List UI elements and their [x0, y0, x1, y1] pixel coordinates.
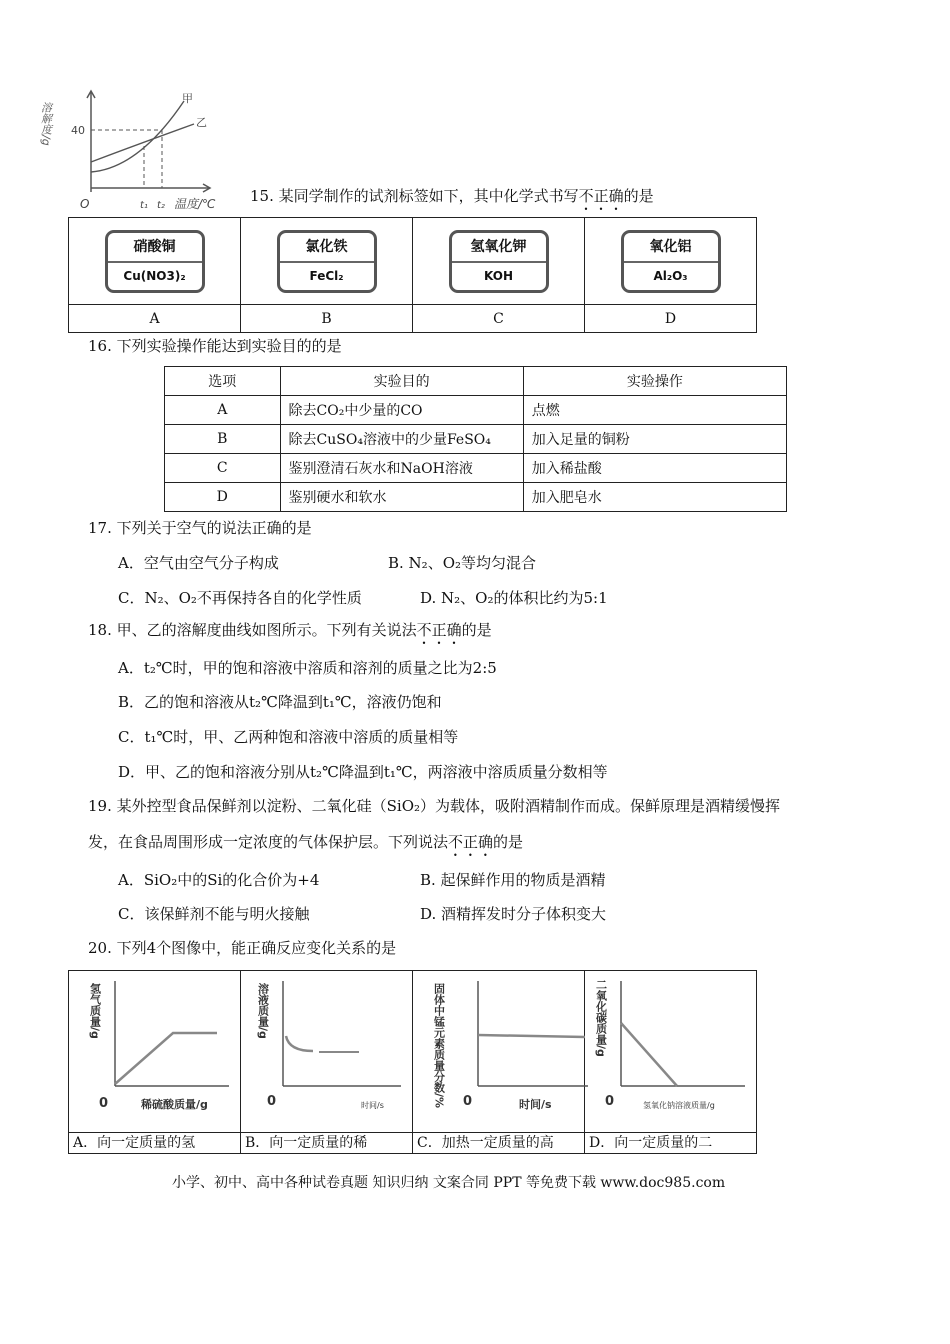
question-19: 19. 某外控型食品保鲜剂以淀粉、二氧化硅（SiO₂）为载体，吸附酒精制作而成。保鲜原理是酒精缓慢挥 [88, 797, 781, 815]
label-cell-c [413, 218, 585, 305]
graph-b-ylabel: 溶液质量/g [256, 983, 270, 1039]
table-cell: 加入足量的铜粉 [523, 425, 786, 454]
graph-d-origin: 0 [605, 1094, 615, 1109]
curve-jia [91, 101, 184, 172]
table-cell: 鉴别硬水和软水 [280, 483, 523, 512]
graph-tick-t1: t₁ [140, 200, 148, 211]
table-cell: D [165, 483, 281, 512]
graph-a-origin: 0 [99, 1096, 109, 1111]
option-letter-b: B [241, 305, 413, 333]
q17-option-b: B. N₂、O₂等均匀混合 [388, 554, 537, 572]
question-20: 20. 下列4个图像中，能正确反应变化关系的是 [88, 939, 397, 957]
q15-emphasis: 不正确 [578, 187, 624, 205]
reagent-formula: FeCl₂ [309, 268, 344, 283]
graph-b-caption: B．向一定质量的稀 [241, 1133, 413, 1154]
graph-d-line [621, 1023, 677, 1086]
table-cell: B [165, 425, 281, 454]
table-cell: 鉴别澄清石灰水和NaOH溶液 [280, 454, 523, 483]
q15-text-after: 的是 [623, 187, 654, 205]
graph-d [585, 971, 749, 1128]
q15-text-before: 某同学制作的试剂标签如下，其中化学式书写 [278, 187, 579, 205]
graph-c-ylabel: 固体中锰元素质量分数/% [432, 983, 446, 1109]
graph-x-axis [91, 184, 210, 192]
table-cell: 除去CuSO₄溶液中的少量FeSO₄ [280, 425, 523, 454]
graph-y-label: 溶解度/g [39, 102, 53, 146]
graph-d-xlabel: 氢氧化钠溶液质量/g [643, 1101, 715, 1110]
table-cell: C [165, 454, 281, 483]
reagent-name: 氧化铝 [624, 233, 718, 263]
curve-jia-label: 甲 [182, 92, 193, 105]
graph-a-cell [69, 971, 241, 1133]
graph-d-caption: D．向一定质量的二 [585, 1133, 757, 1154]
graph-y-tick: 40 [71, 124, 85, 137]
solubility-graph [39, 88, 244, 213]
q18-option-c: C．t₁℃时，甲、乙两种饱和溶液中溶质的质量相等 [118, 728, 459, 746]
q18-emphasis: 不正确 [416, 621, 462, 639]
q18-option-b: B．乙的饱和溶液从t₂℃降温到t₁℃，溶液仍饱和 [118, 693, 442, 711]
table-cell: 加入肥皂水 [523, 483, 786, 512]
label-cell-a [69, 218, 241, 305]
graph-x-label: 温度/℃ [174, 197, 216, 211]
graph-tick-t2: t₂ [157, 200, 165, 211]
q15-number: 15. [250, 187, 274, 205]
reagent-label-d [621, 230, 721, 293]
graph-b-curve [286, 1036, 313, 1051]
reagent-label-b [277, 230, 377, 293]
question-16: 16. 下列实验操作能达到实验目的的是 [88, 337, 342, 355]
question-15 [250, 186, 654, 214]
graph-b-xlabel: 时间/s [361, 1101, 384, 1110]
graph-d-cell [585, 971, 757, 1133]
q19-option-b: B. 起保鲜作用的物质是酒精 [420, 871, 606, 889]
curve-yi-label: 乙 [196, 116, 207, 129]
question-17: 17. 下列关于空气的说法正确的是 [88, 519, 312, 537]
q17-option-c: C．N₂、O₂不再保持各自的化学性质 [118, 589, 362, 607]
q18-option-a: A．t₂℃时，甲的饱和溶液中溶质和溶剂的质量之比为2:5 [118, 659, 497, 677]
experiment-table [164, 366, 787, 512]
graph-d-ylabel: 二氧化碳质量/g [594, 979, 608, 1057]
graph-b [241, 971, 405, 1128]
graph-a-xlabel: 稀硫酸质量/g [141, 1098, 208, 1111]
question-19-line2 [88, 832, 523, 860]
table-cell: 加入稀盐酸 [523, 454, 786, 483]
graph-b-cell [241, 971, 413, 1133]
table-cell: A [165, 396, 281, 425]
graphs-table [68, 970, 757, 1154]
reagent-formula: Al₂O₃ [653, 268, 688, 283]
graph-a-caption: A．向一定质量的氢 [69, 1133, 241, 1154]
graph-c-origin: 0 [463, 1094, 473, 1109]
q18-option-d: D．甲、乙的饱和溶液分别从t₂℃降温到t₁℃，两溶液中溶质质量分数相等 [118, 763, 608, 781]
header-option: 选项 [165, 367, 281, 396]
q18-text-after: 的是 [461, 621, 492, 639]
graph-y-axis [87, 91, 95, 192]
table-row [165, 396, 787, 425]
graph-b-origin: 0 [267, 1094, 277, 1109]
q19-option-a: A．SiO₂中的Si的化合价为+4 [118, 871, 320, 889]
label-cell-b [241, 218, 413, 305]
q19-option-c: C．该保鲜剂不能与明火接触 [118, 905, 310, 923]
reagent-labels-table [68, 217, 757, 333]
graph-c-caption: C．加热一定质量的高 [413, 1133, 585, 1154]
table-row [165, 454, 787, 483]
graph-c-cell [413, 971, 585, 1133]
page-footer: 小学、初中、高中各种试卷真题 知识归纳 文案合同 PPT 等免费下载 www.doc985.com [172, 1175, 726, 1191]
reagent-name: 氯化铁 [280, 233, 374, 263]
q17-option-d: D. N₂、O₂的体积比约为5:1 [420, 589, 608, 607]
graph-origin: O [80, 197, 90, 211]
table-cell: 点燃 [523, 396, 786, 425]
q19-text-before: 发，在食品周围形成一定浓度的气体保护层。下列说法 [88, 833, 449, 851]
graph-c-line [478, 1035, 585, 1037]
reagent-name: 硝酸铜 [108, 233, 202, 263]
q19-option-d: D. 酒精挥发时分子体积变大 [420, 905, 607, 923]
option-letter-d: D [585, 305, 757, 333]
graph-c-xlabel: 时间/s [519, 1098, 552, 1111]
graph-a-line [115, 1033, 217, 1084]
table-cell: 除去CO₂中少量的CO [280, 396, 523, 425]
label-cell-d [585, 218, 757, 305]
option-letter-c: C [413, 305, 585, 333]
q17-option-a: A．空气由空气分子构成 [118, 554, 279, 572]
reagent-label-c [449, 230, 549, 293]
graph-c [413, 971, 577, 1128]
header-operation: 实验操作 [523, 367, 786, 396]
q18-text-before: 18. 甲、乙的溶解度曲线如图所示。下列有关说法 [88, 621, 417, 639]
graph-a [69, 971, 233, 1128]
option-letter-a: A [69, 305, 241, 333]
header-purpose: 实验目的 [280, 367, 523, 396]
question-18 [88, 620, 492, 648]
reagent-name: 氢氧化钾 [452, 233, 546, 263]
q19-emphasis: 不正确 [448, 833, 494, 851]
table-row [165, 483, 787, 512]
q19-text-after: 的是 [493, 833, 524, 851]
reagent-formula: KOH [483, 268, 513, 283]
table-row [165, 425, 787, 454]
graph-a-ylabel: 氢气质量/g [88, 983, 102, 1039]
reagent-formula: Cu(NO3)₂ [123, 268, 186, 283]
reagent-label-a [105, 230, 205, 293]
